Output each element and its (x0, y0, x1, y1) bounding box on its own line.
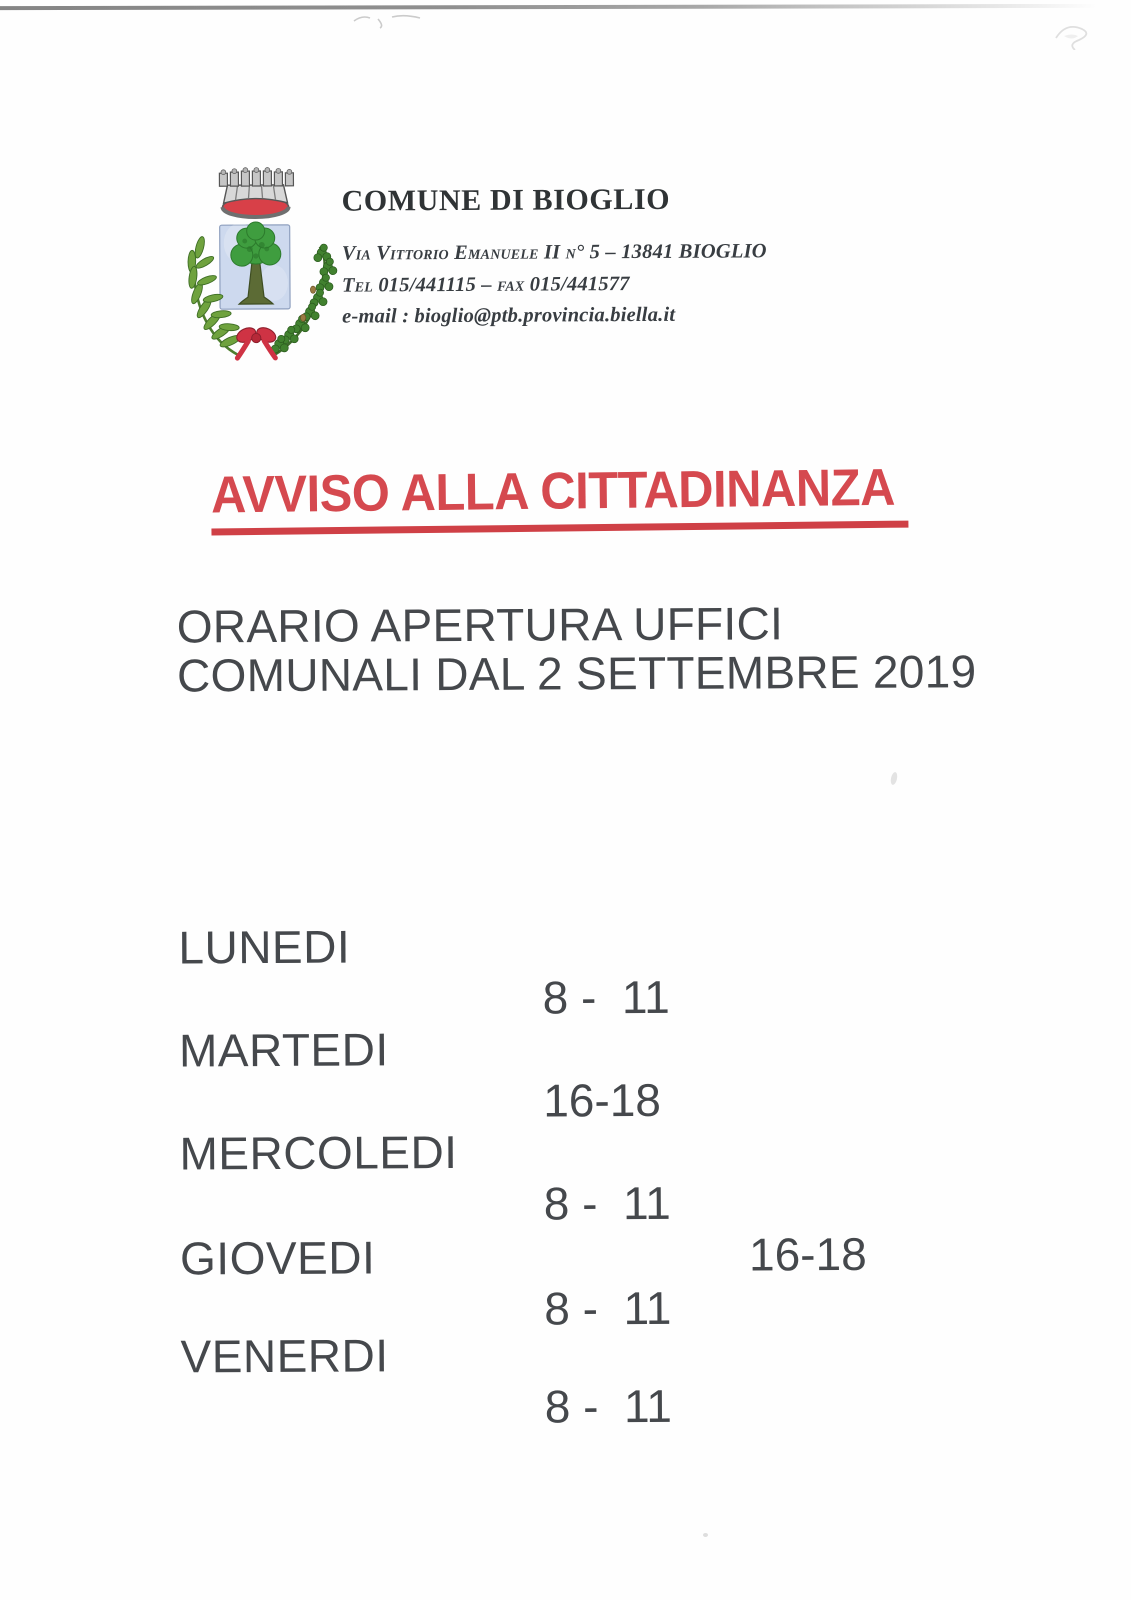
time-range-1: 8 - 11 (544, 1281, 672, 1335)
day-label: GIOVEDI (179, 1231, 376, 1285)
address-line: Via Vittorio Emanuele II n° 5 – 13841 BIOGLIO (341, 240, 767, 265)
time-range-1: 16-18 (543, 1073, 662, 1127)
letterhead-address-block (342, 236, 902, 333)
time-range-1: 8 - 11 (543, 1176, 671, 1230)
phone-fax-line: Tel 015/441115 – fax 015/441577 (341, 272, 630, 297)
notice-subtitle (177, 598, 977, 700)
time-range-2: 16-18 (748, 1227, 867, 1281)
schedule-row (180, 1274, 980, 1433)
day-label: MERCOLEDI (179, 1125, 458, 1180)
time-range-1: 8 - 11 (542, 970, 670, 1024)
shield (220, 222, 290, 309)
time-range-1: 8 - 11 (544, 1379, 672, 1433)
schedule-row (178, 865, 978, 1024)
day-label: VENERDI (180, 1329, 389, 1383)
day-label: LUNEDI (178, 920, 351, 974)
notice-title (211, 457, 939, 535)
subtitle-line-1: ORARIO APERTURA UFFICI (176, 597, 784, 653)
schedule-row (178, 968, 979, 1127)
email-line: e-mail : bioglio@ptb.provincia.biella.it (342, 303, 676, 328)
ribbon (234, 325, 278, 358)
subtitle-line-2: COMUNALI DAL 2 SETTEMBRE 2019 (176, 645, 977, 702)
coat-of-arms-icon (181, 161, 346, 376)
municipality-name: COMUNE DI BIOGLIO (341, 182, 671, 218)
notice-title-text: AVVISO ALLA CITTADINANZA (210, 458, 896, 525)
mural-crown (219, 167, 293, 217)
day-label: MARTEDI (178, 1023, 389, 1077)
